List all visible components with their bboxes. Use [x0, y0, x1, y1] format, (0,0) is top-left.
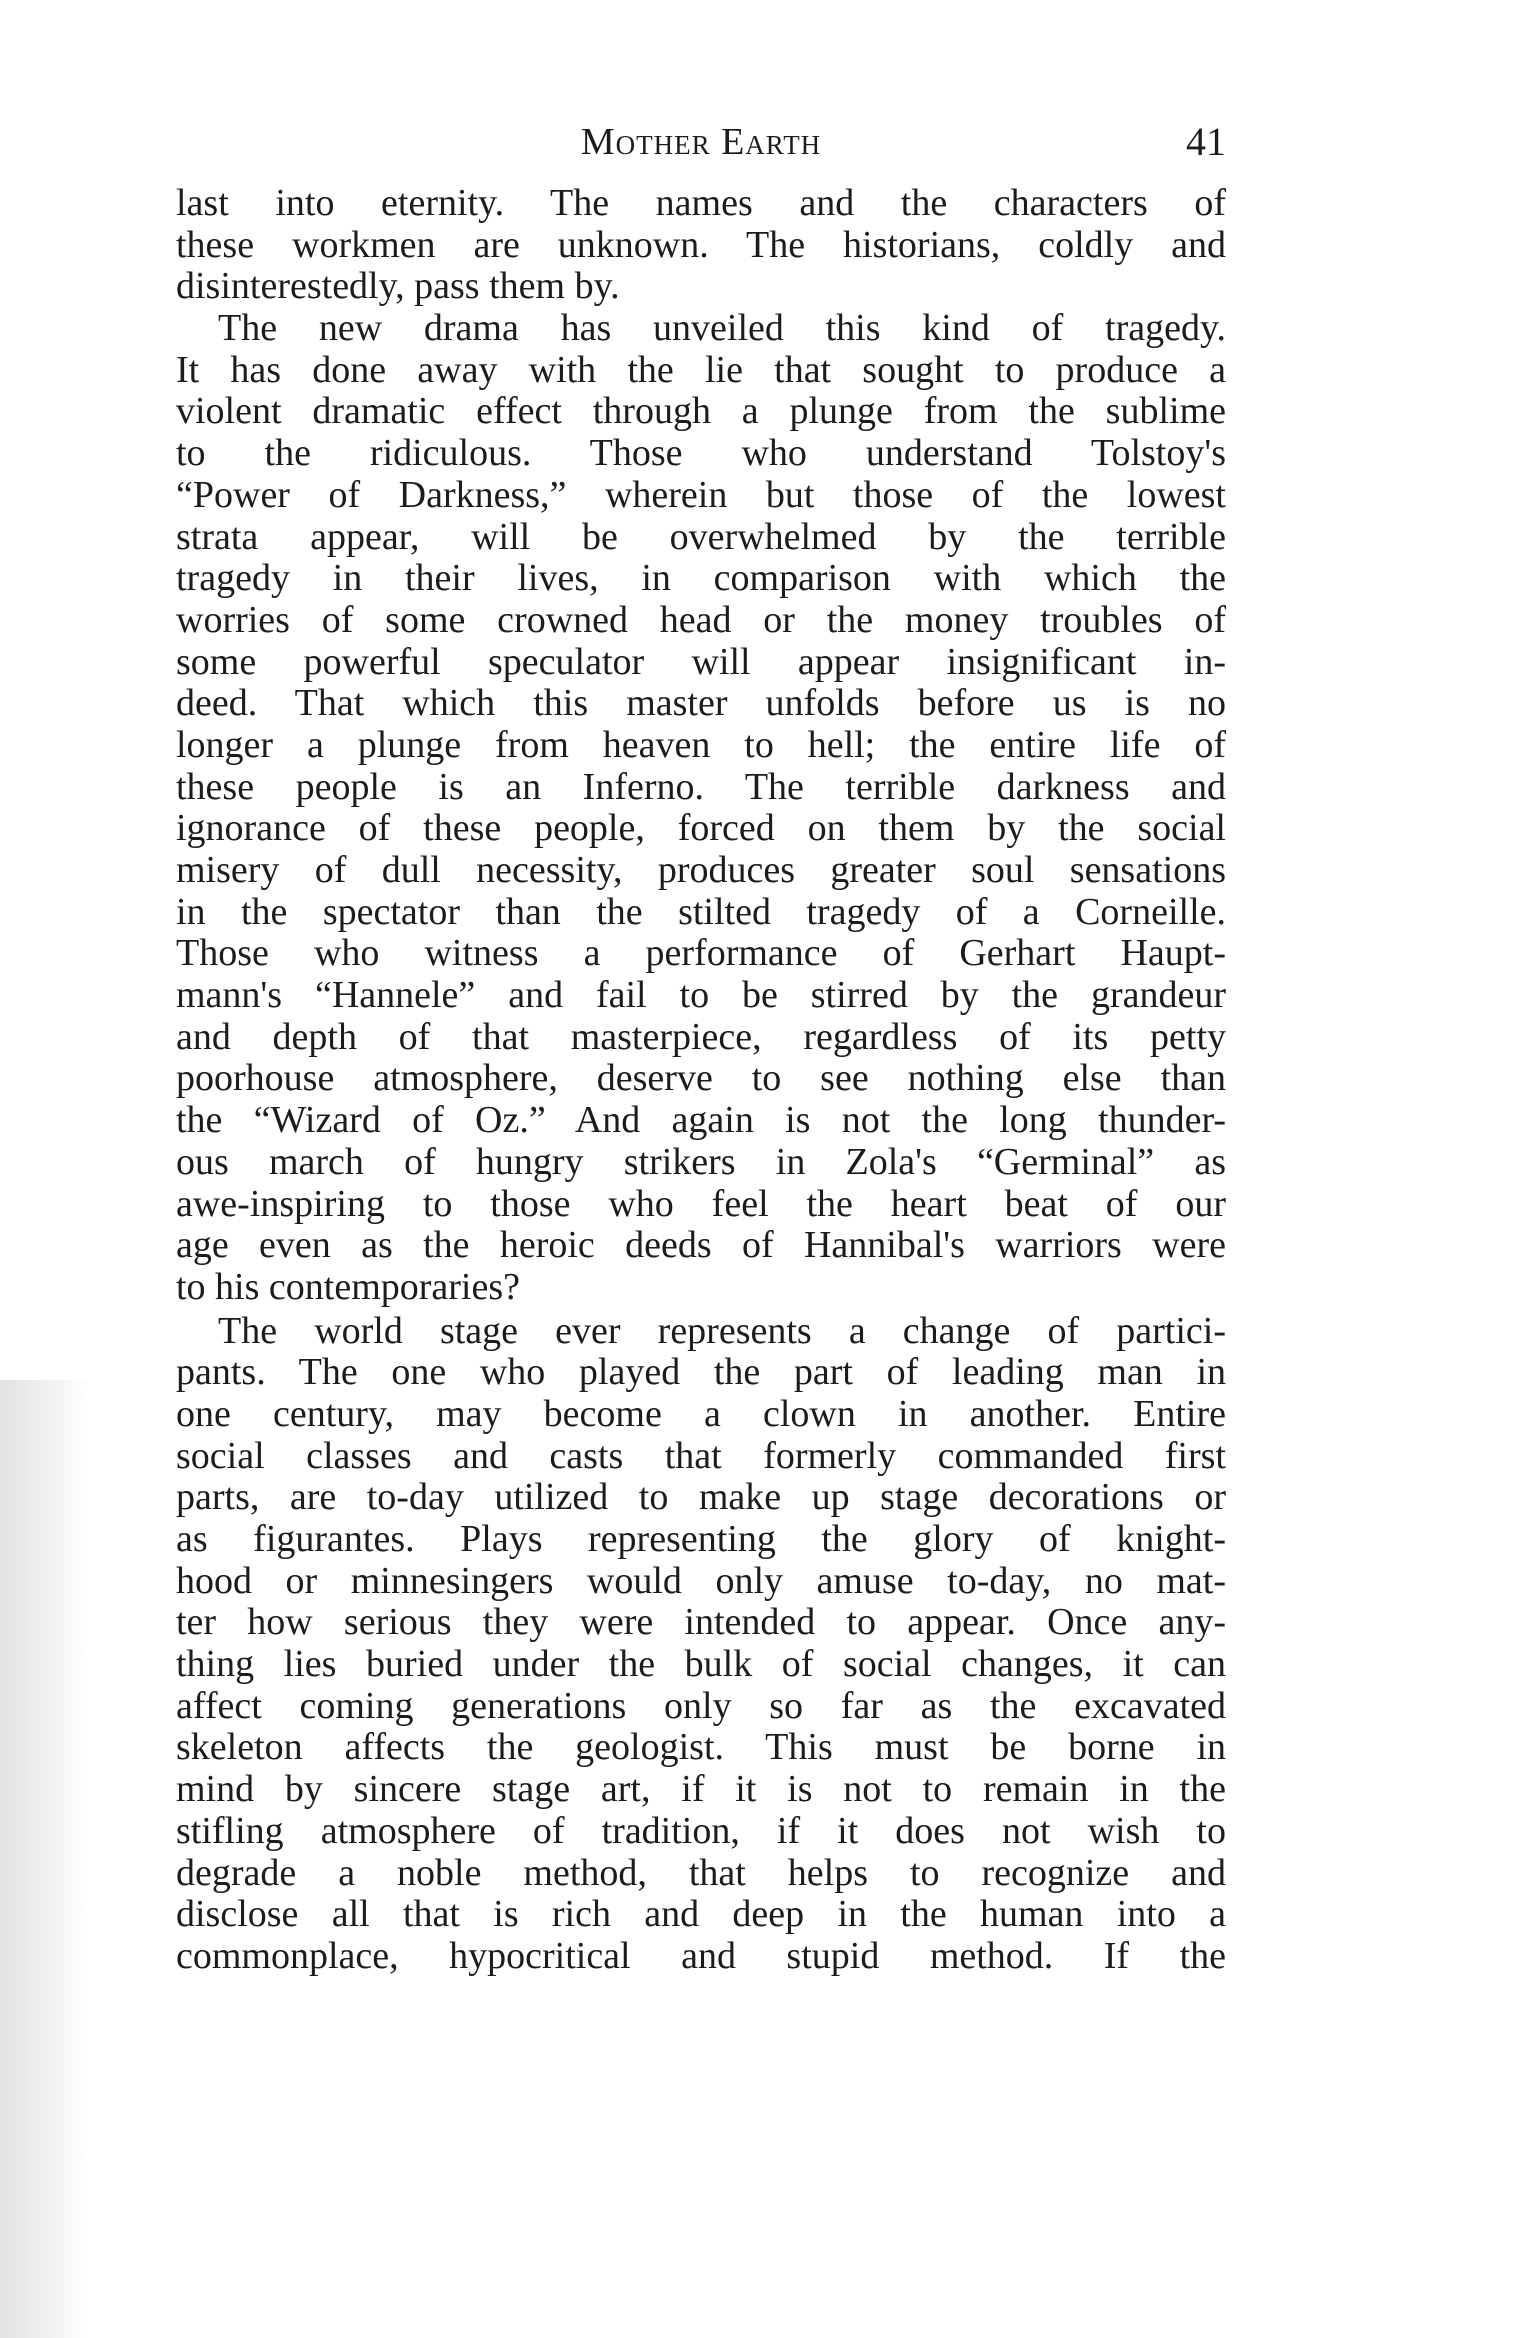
text-line: affect coming generations only so far as the excavated — [176, 1684, 1226, 1727]
text-line: last into eternity. The names and the characters of — [176, 182, 1226, 224]
body-text — [176, 183, 1226, 1978]
text-line: “Power of Darkness,” wherein but those of the lowest — [176, 473, 1226, 516]
text-line: mann's “Hannele” and fail to be stirred by the grandeur — [176, 974, 1226, 1017]
text-line: ignorance of these people, forced on them by the social — [176, 807, 1226, 850]
text-line: social classes and casts that formerly commanded first — [176, 1434, 1226, 1477]
text-line: The new drama has unveiled this kind of tragedy. — [218, 307, 1226, 350]
text-line: deed. That which this master unfolds before us is no — [176, 682, 1226, 725]
text-line: commonplace, hypocritical and stupid method. If the — [176, 1934, 1226, 1977]
text-line: misery of dull necessity, produces greater soul sensations — [176, 849, 1226, 891]
text-line: tragedy in their lives, in comparison with which the — [176, 557, 1226, 600]
scan-edge-shadow — [0, 1380, 90, 2338]
paragraph-1 — [176, 183, 1226, 308]
text-line: stifling atmosphere of tradition, if it does not wish to — [176, 1809, 1226, 1852]
text-line: degrade a noble method, that helps to recognize and — [176, 1851, 1226, 1894]
text-line: The world stage ever represents a change of partici- — [218, 1309, 1226, 1352]
text-line: one century, may become a clown in another. Entire — [176, 1392, 1226, 1435]
text-line: ous march of hungry strikers in Zola's “Germinal” as — [176, 1140, 1226, 1183]
text-line: age even as the heroic deeds of Hannibal's warriors were — [176, 1224, 1226, 1267]
text-line: disclose all that is rich and deep in the human into a — [176, 1893, 1226, 1936]
text-line: skeleton affects the geologist. This must be borne in — [176, 1726, 1226, 1769]
text-line: strata appear, will be overwhelmed by the terrible — [176, 515, 1226, 558]
text-line: Those who witness a performance of Gerhart Haupt- — [176, 932, 1226, 975]
text-line: It has done away with the lie that sought to produce a — [176, 348, 1226, 391]
text-line: the “Wizard of Oz.” And again is not the long thunder- — [176, 1099, 1226, 1142]
text-line: these workmen are unknown. The historians, coldly and — [176, 223, 1226, 266]
text-line: these people is an Inferno. The terrible darkness and — [176, 765, 1226, 808]
text-line: as figurantes. Plays representing the glory of knight- — [176, 1518, 1226, 1560]
paragraph-3 — [176, 1311, 1226, 1978]
text-line: ter how serious they were intended to appear. Once any- — [176, 1601, 1226, 1644]
text-line: to his contemporaries? — [176, 1265, 521, 1308]
text-line: pants. The one who played the part of leading man in — [176, 1351, 1226, 1394]
text-line: thing lies buried under the bulk of social changes, it can — [176, 1643, 1226, 1686]
running-head — [176, 112, 1226, 172]
text-line: violent dramatic effect through a plunge from the sublime — [176, 390, 1226, 433]
text-line: mind by sincere stage art, if it is not to remain in the — [176, 1768, 1226, 1811]
text-line: parts, are to-day utilized to make up stage decorations or — [176, 1476, 1226, 1519]
text-line: disinterestedly, pass them by. — [176, 265, 620, 308]
text-line: and depth of that masterpiece, regardless of its petty — [176, 1015, 1226, 1058]
text-line: longer a plunge from heaven to hell; the entire life of — [176, 723, 1226, 766]
text-line: hood or minnesingers would only amuse to-day, no mat- — [176, 1559, 1226, 1602]
text-line: poorhouse atmosphere, deserve to see nothing else than — [176, 1057, 1226, 1100]
text-line: worries of some crowned head or the money troubles of — [176, 598, 1226, 641]
paragraph-2 — [176, 308, 1226, 1309]
text-line: some powerful speculator will appear insignificant in- — [176, 640, 1226, 683]
text-line: awe-inspiring to those who feel the heart beat of our — [176, 1182, 1226, 1225]
page-number: 41 — [1186, 119, 1226, 164]
text-line: in the spectator than the stilted tragedy of a Corneille. — [176, 890, 1226, 933]
text-line: to the ridiculous. Those who understand Tolstoy's — [176, 432, 1226, 475]
running-title: Mother Earth — [580, 121, 822, 163]
